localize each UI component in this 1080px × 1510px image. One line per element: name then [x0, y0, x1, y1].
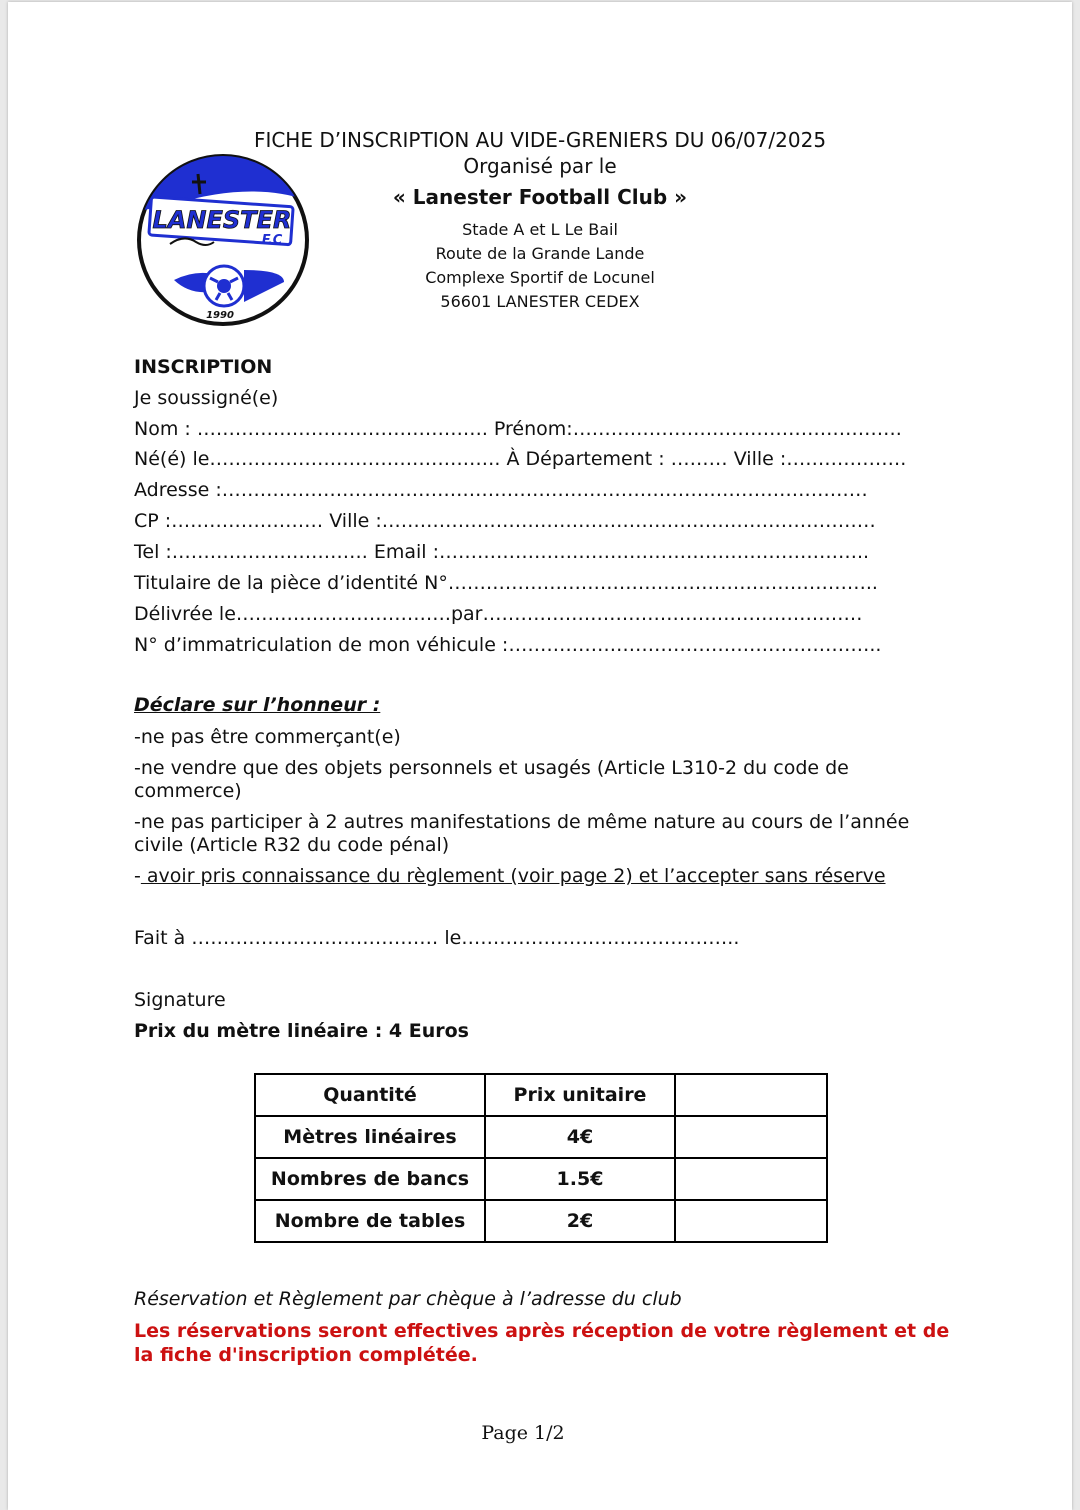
address-line-3: Complexe Sportif de Locunel [425, 268, 655, 287]
table-row [255, 1116, 827, 1158]
row-label: Mètres linéaires [255, 1116, 485, 1158]
table-row [255, 1200, 827, 1242]
declaration-item-3: -ne pas participer à 2 autres manifestations de même nature au cours de l’année civile (Article R32 du code pénal) [134, 811, 910, 856]
organized-by: Organisé par le [463, 154, 617, 178]
address-line-2: Route de la Grande Lande [435, 244, 645, 263]
logo-sub: F.C [261, 233, 283, 248]
logo-year: 1990 [206, 310, 234, 321]
declaration-item-4-text: avoir pris connaissance du règlement (voir page 2) et l’accepter sans réserve [140, 865, 886, 887]
payment-note: Réservation et Règlement par chèque à l’adresse du club [134, 1288, 682, 1310]
field-immatriculation[interactable]: N° d’immatriculation de mon véhicule :………………………………………………….. [134, 634, 882, 656]
logo-name: LANESTER [152, 206, 292, 234]
page-number: Page 1/2 [481, 1422, 565, 1444]
fait-a-field[interactable]: Fait à ………………………………… le…………………………………….. [134, 927, 740, 949]
row-total-cell[interactable] [675, 1158, 827, 1200]
reservation-warning: Les réservations seront effectives après réception de votre règlement et de la fiche d'inscription complétée. [134, 1320, 950, 1366]
address-line-1: Stade A et L Le Bail [462, 220, 618, 239]
row-label: Nombres de bancs [255, 1158, 485, 1200]
field-piece-identite[interactable]: Titulaire de la pièce d’identité N°………………………………………………………….. [134, 572, 878, 594]
club-logo [134, 152, 312, 328]
declaration-item-4 [134, 865, 954, 888]
intro-text: Je soussigné(e) [134, 387, 279, 409]
table-row [255, 1158, 827, 1200]
header-quantite: Quantité [255, 1074, 485, 1116]
table-header-row [255, 1074, 827, 1116]
field-delivree[interactable]: Délivrée le…………………………….par…………………………………………………… [134, 603, 863, 625]
row-total-cell[interactable] [675, 1200, 827, 1242]
inscription-heading: INSCRIPTION [134, 356, 273, 378]
form-title: FICHE D’INSCRIPTION AU VIDE-GRENIERS DU 06/07/2025 [253, 128, 827, 152]
field-nom-prenom[interactable]: Nom : ………………………………………. Prénom:……………………………………………. [134, 418, 902, 440]
price-per-meter: Prix du mètre linéaire : 4 Euros [134, 1020, 469, 1042]
declaration-title: Déclare sur l’honneur : [134, 694, 381, 716]
price-table [254, 1073, 828, 1243]
field-cp-ville[interactable]: CP :…………………… Ville :…………………………………………………………………… [134, 510, 876, 532]
row-label: Nombre de tables [255, 1200, 485, 1242]
row-price: 2€ [485, 1200, 675, 1242]
row-price: 1.5€ [485, 1158, 675, 1200]
header-prix-unitaire: Prix unitaire [485, 1074, 675, 1116]
field-tel-email[interactable]: Tel :…………………………. Email :………………………………………………………….. [134, 541, 870, 563]
signature-label: Signature [134, 989, 226, 1011]
club-name: « Lanester Football Club » [392, 185, 688, 209]
field-adresse[interactable]: Adresse :………………………………………………………………………………………… [134, 479, 868, 501]
declaration-item-4-prefix: - [134, 865, 141, 887]
header-total [675, 1074, 827, 1116]
field-naissance[interactable]: Né(é) le………………………………………. À Département : ……… Ville :………………. [134, 448, 907, 470]
declaration-item-1: -ne pas être commerçant(e) [134, 726, 401, 748]
declaration-item-2: -ne vendre que des objets personnels et usagés (Article L310-2 du code de commerce) [134, 757, 849, 802]
row-total-cell[interactable] [675, 1116, 827, 1158]
address-line-4: 56601 LANESTER CEDEX [440, 292, 640, 311]
row-price: 4€ [485, 1116, 675, 1158]
